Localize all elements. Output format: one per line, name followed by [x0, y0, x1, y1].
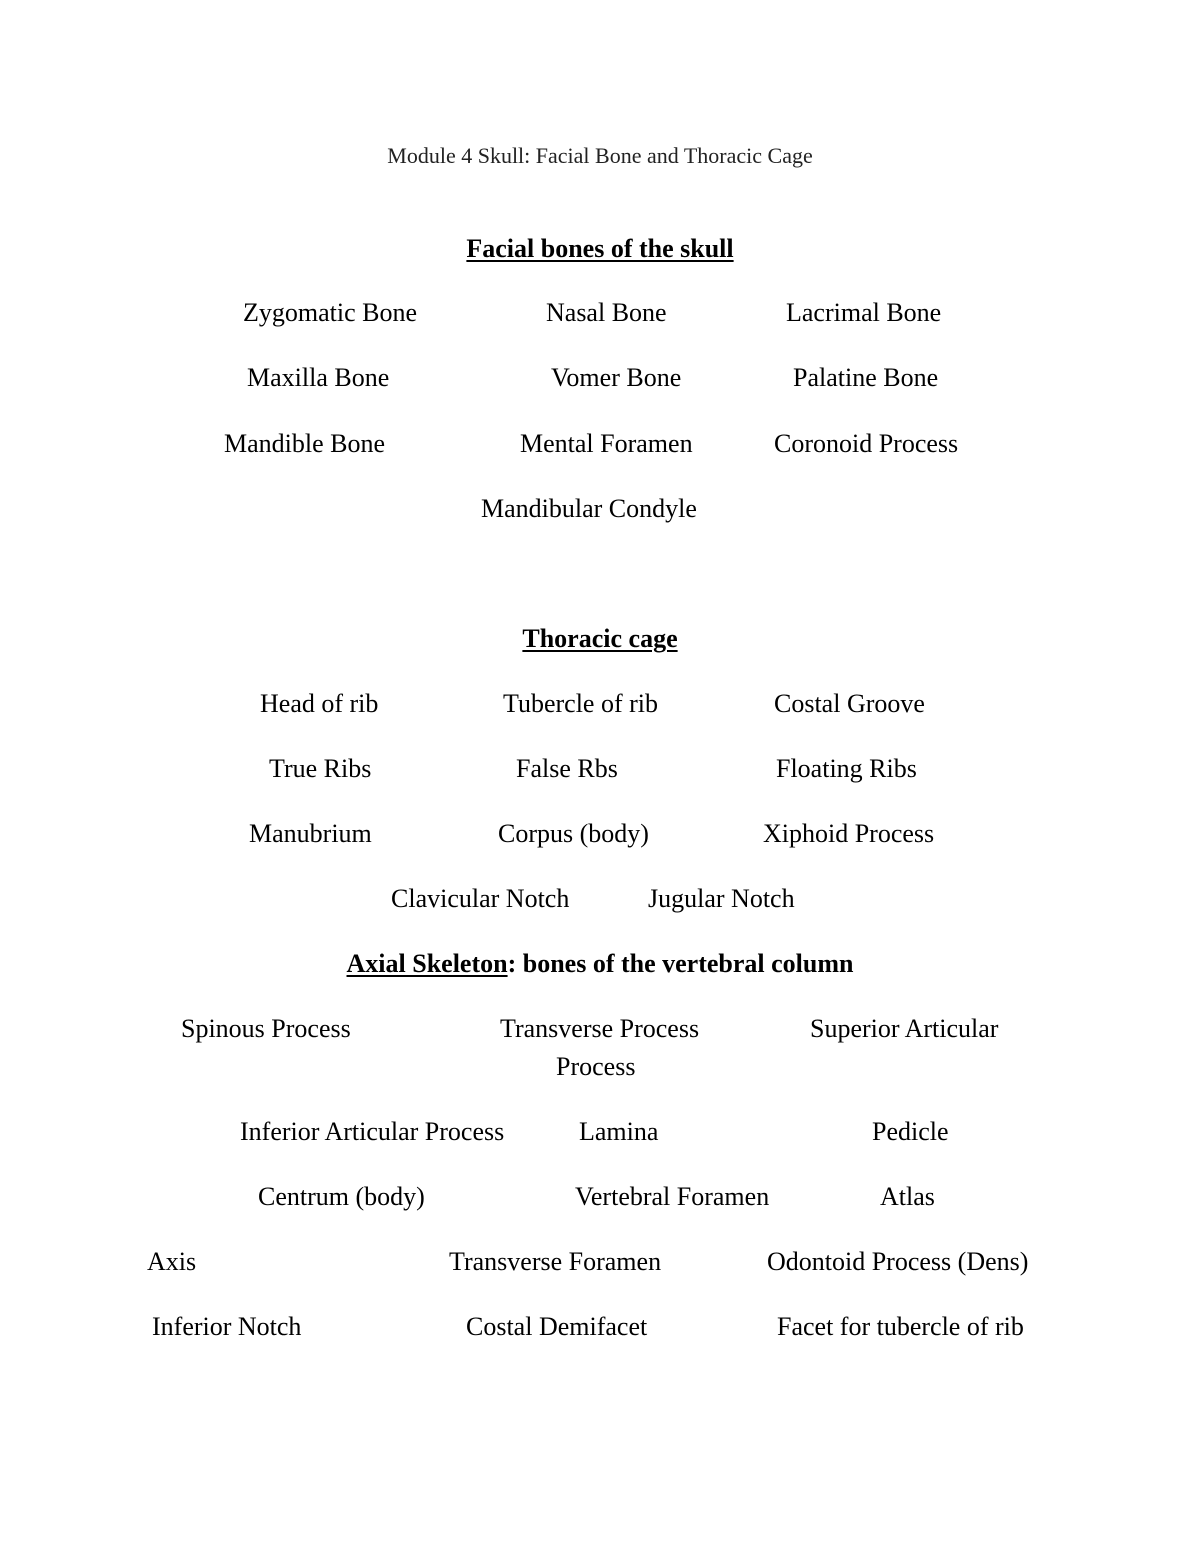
term-mental-foramen: Mental Foramen — [520, 429, 693, 458]
term-lacrimal-bone: Lacrimal Bone — [786, 298, 942, 327]
term-corpus-body: Corpus (body) — [498, 819, 649, 848]
term-zygomatic-bone: Zygomatic Bone — [243, 298, 418, 327]
facial-bones-heading: Facial bones of the skull — [466, 234, 734, 263]
term-nasal-bone: Nasal Bone — [546, 298, 667, 327]
term-inferior-notch: Inferior Notch — [152, 1312, 302, 1341]
term-coronoid-process: Coronoid Process — [774, 429, 959, 458]
term-palatine-bone: Palatine Bone — [793, 363, 939, 392]
term-false-ribs: False Rbs — [516, 754, 618, 783]
axial-skeleton-heading — [347, 951, 854, 977]
term-facet-for-tubercle-of-rib: Facet for tubercle of rib — [777, 1312, 1024, 1341]
term-manubrium: Manubrium — [249, 819, 372, 848]
term-pedicle: Pedicle — [872, 1117, 949, 1146]
term-costal-demifacet: Costal Demifacet — [466, 1312, 648, 1341]
document-title: Module 4 Skull: Facial Bone and Thoracic Cage — [387, 143, 813, 168]
term-transverse-process: Transverse Process — [500, 1014, 700, 1043]
term-true-ribs: True Ribs — [269, 754, 372, 783]
term-centrum-body: Centrum (body) — [258, 1182, 425, 1211]
term-mandibular-condyle: Mandibular Condyle — [481, 494, 697, 523]
term-clavicular-notch: Clavicular Notch — [391, 884, 570, 913]
term-odontoid-process: Odontoid Process (Dens) — [767, 1247, 1029, 1276]
term-atlas: Atlas — [880, 1182, 935, 1211]
term-head-of-rib: Head of rib — [260, 689, 379, 718]
axial-skeleton-heading-rest: : bones of the vertebral column — [507, 949, 854, 978]
term-mandible-bone: Mandible Bone — [224, 429, 386, 458]
term-process-continuation: Process — [556, 1052, 636, 1081]
term-transverse-foramen: Transverse Foramen — [449, 1247, 662, 1276]
axial-skeleton-heading-link: Axial Skeleton — [346, 949, 508, 978]
term-floating-ribs: Floating Ribs — [776, 754, 917, 783]
term-vertebral-foramen: Vertebral Foramen — [575, 1182, 770, 1211]
term-maxilla-bone: Maxilla Bone — [247, 363, 390, 392]
thoracic-cage-heading: Thoracic cage — [522, 624, 678, 653]
term-vomer-bone: Vomer Bone — [551, 363, 682, 392]
term-superior-articular: Superior Articular — [810, 1014, 999, 1043]
term-inferior-articular-process: Inferior Articular Process — [240, 1117, 505, 1146]
term-xiphoid-process: Xiphoid Process — [763, 819, 935, 848]
term-axis: Axis — [147, 1247, 197, 1276]
term-spinous-process: Spinous Process — [181, 1014, 351, 1043]
term-lamina: Lamina — [579, 1117, 659, 1146]
term-costal-groove: Costal Groove — [774, 689, 925, 718]
term-jugular-notch: Jugular Notch — [648, 884, 795, 913]
term-tubercle-of-rib: Tubercle of rib — [503, 689, 659, 718]
